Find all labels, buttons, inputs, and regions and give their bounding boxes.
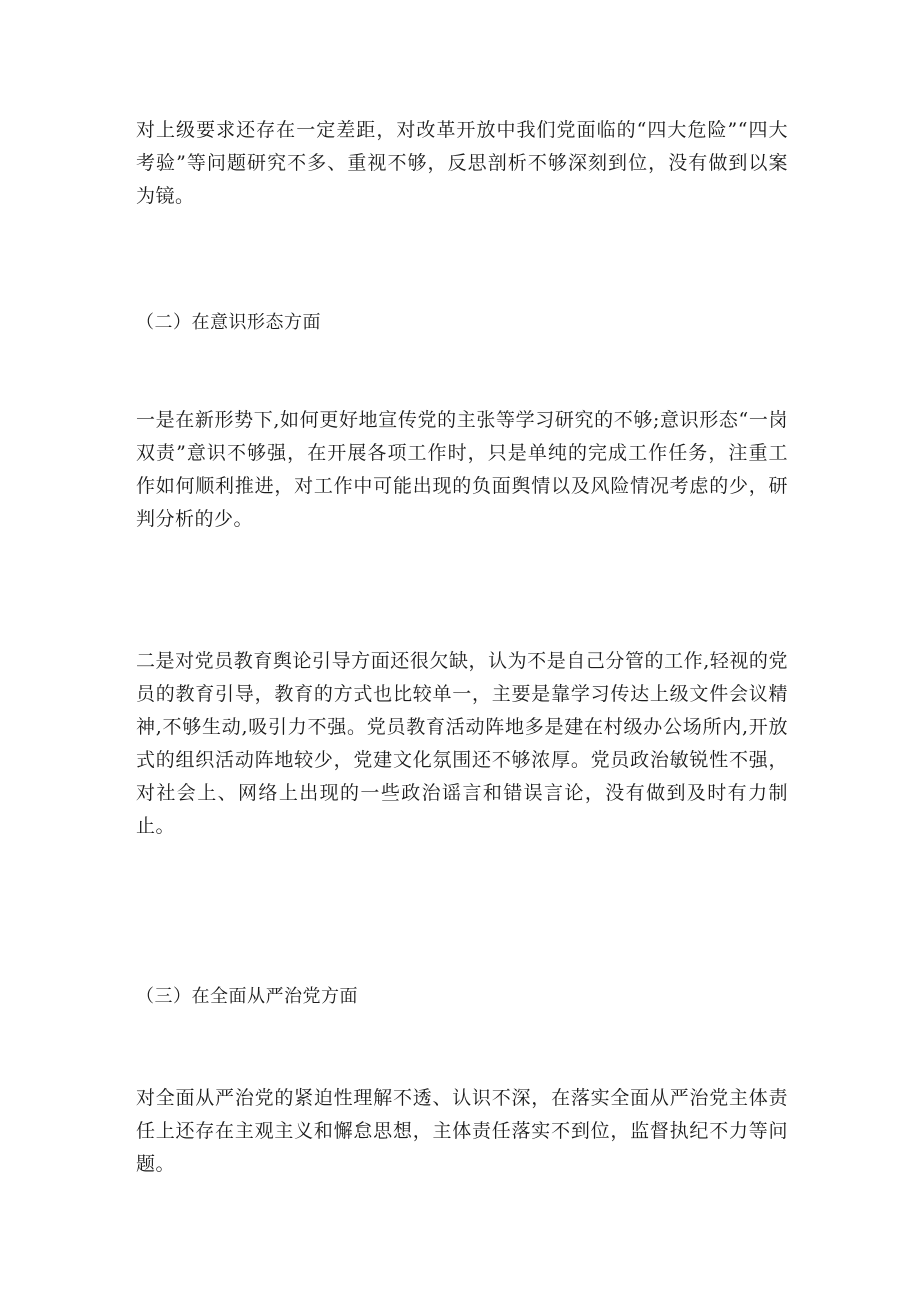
section-heading-ideology: （二）在意识形态方面 <box>136 312 321 333</box>
paragraph-party-governance: 对全面从严治党的紧迫性理解不透、认识不深，在落实全面从严治党主体责任上还存在主观主义和懈怠思想，主体责任落实不到位，监督执纪不力等问题。 <box>136 1087 788 1175</box>
paragraph-ideology-point-1: 一是在新形势下,如何更好地宣传党的主张等学习研究的不够;意识形态“一岗双责”意识不够强，在开展各项工作时，只是单纯的完成工作任务，注重工作如何顺利推进，对工作中可能出现的负面舆情以及风险情况考虑的少，研判分析的少。 <box>136 409 788 530</box>
section-heading-party-governance: （三）在全面从严治党方面 <box>136 986 358 1007</box>
paragraph-reflection: 对上级要求还存在一定差距，对改革开放中我们党面临的“四大危险”“四大考验”等问题研究不多、重视不够，反思剖析不够深刻到位，没有做到以案为镜。 <box>136 119 788 207</box>
paragraph-ideology-point-2: 二是对党员教育舆论引导方面还很欠缺，认为不是自己分管的工作,轻视的党员的教育引导，教育的方式也比较单一，主要是靠学习传达上级文件会议精神,不够生动,吸引力不强。党员教育活动阵地多是建在村级办公场所内,开放式的组织活动阵地较少，党建文化氛围还不够浓厚。党员政治敏锐性不强，对社会上、网络上出现的一些政治谣言和错误言论，没有做到及时有力制止。 <box>136 650 788 837</box>
